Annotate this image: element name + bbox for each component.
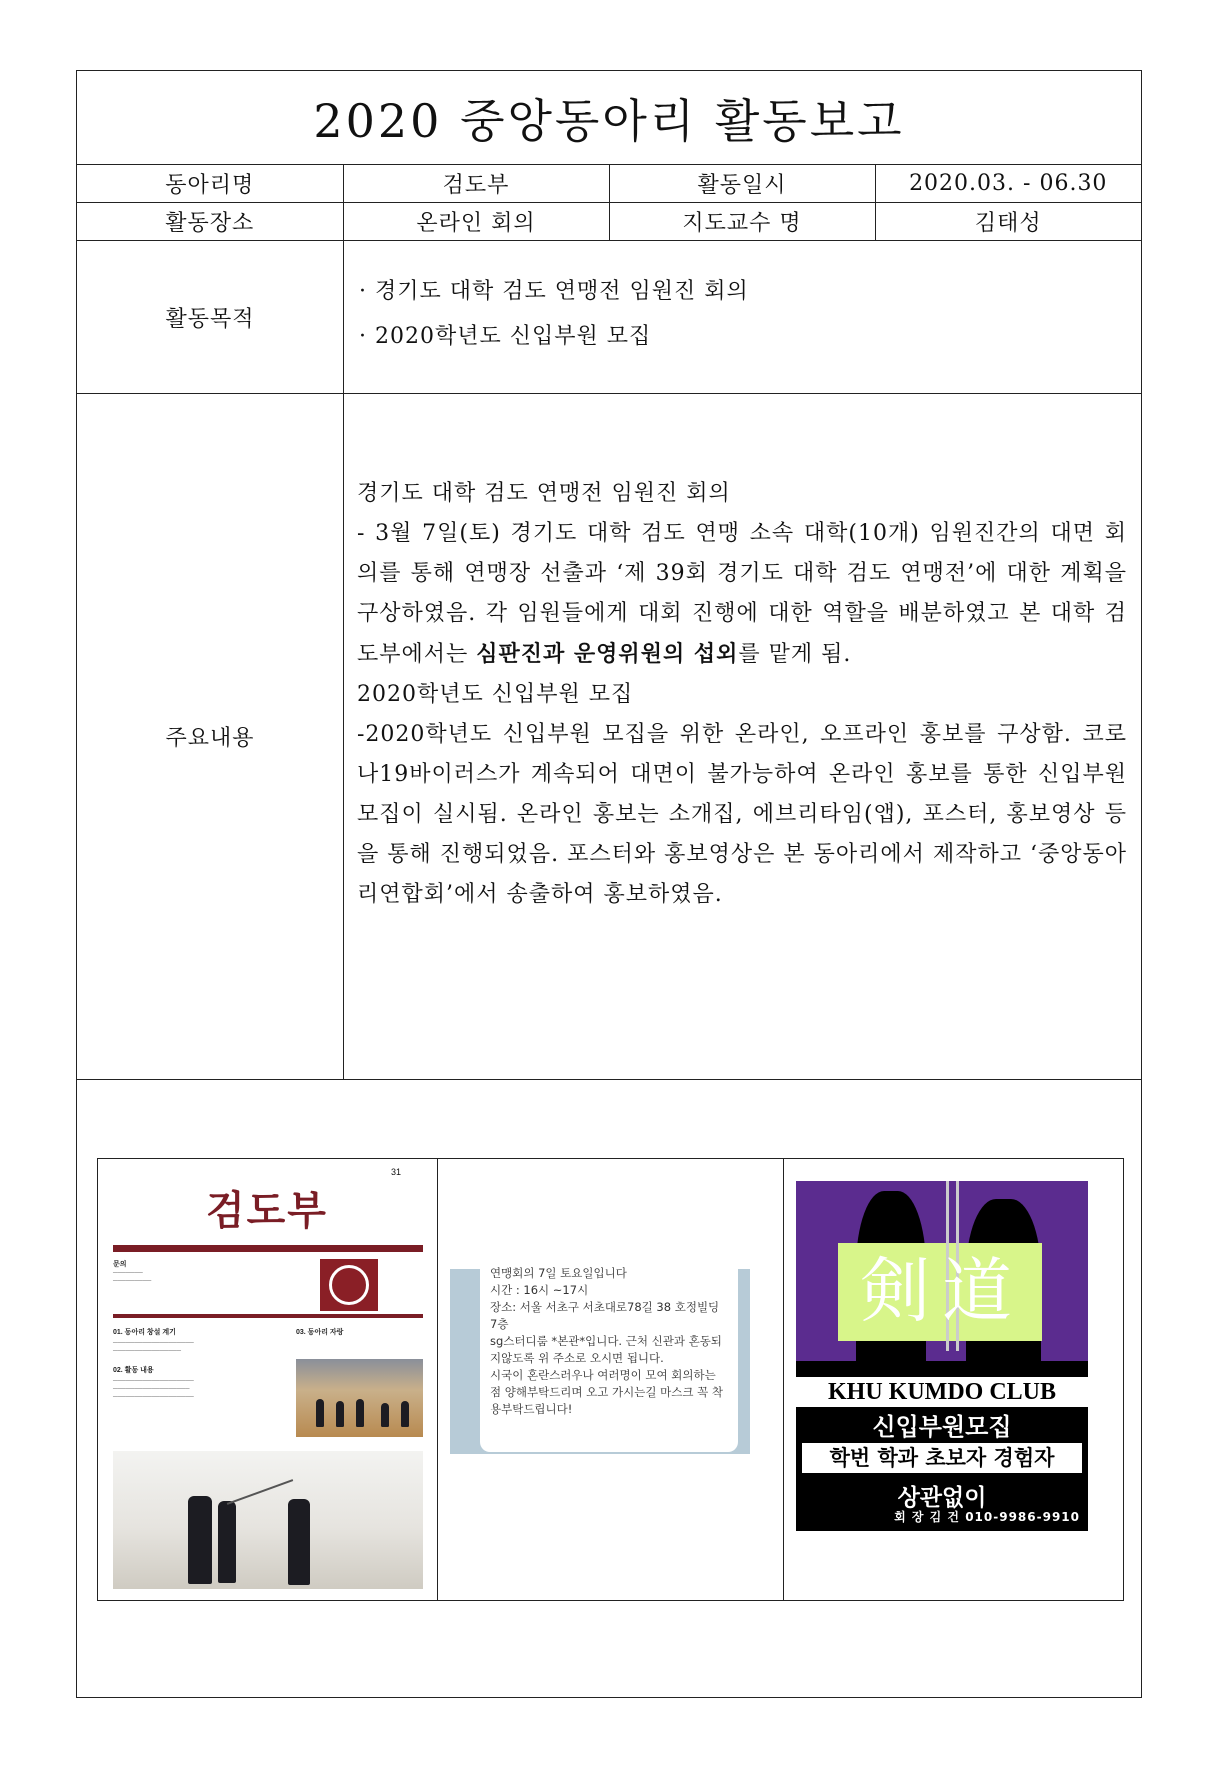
chat-line: 연맹회의 7일 토요일입니다 bbox=[490, 1266, 627, 1280]
poster-no-matter-text: 상관없이 bbox=[897, 1485, 987, 1511]
brochure-section-1: 01. 동아리 창설 계기 bbox=[113, 1329, 176, 1336]
poster-recruit-text: 신입부원모집 bbox=[872, 1413, 1012, 1441]
brochure-section-2-text: ─────────────────── ────────────────── ─────────────────── bbox=[113, 1378, 194, 1400]
club-name-value: 검도부 bbox=[343, 165, 609, 203]
report-title: 2020 중앙동아리 활동보고 bbox=[77, 71, 1141, 165]
chat-line: sg스터디룸 *본관*입니다. 근처 신관과 혼동되 bbox=[490, 1334, 722, 1348]
content-paragraph-2: -2020학년도 신입부원 모집을 위한 온라인, 오프라인 홍보를 구상함. 코로나19바이러스가 계속되어 대면이 불가능하여 온라인 홍보를 통한 신입부원 모집이 실시됨. 온라인 홍보는 소개집, 에브리타임(앱), 포스터, 홍보영상 등을 통해 진행되었음. 포스터와 홍보영상은 본 동아리에서 제작하고 ‘중앙동아리연합회’에서 송출하여 홍보하였음. bbox=[357, 722, 1127, 907]
brochure-section-1-text: ─────────────────── ──────────────── bbox=[113, 1340, 194, 1354]
purpose-label: 활동목적 bbox=[77, 241, 344, 393]
chat-line: 시간 : 16시 ~17시 bbox=[490, 1283, 589, 1297]
activity-place-value: 온라인 회의 bbox=[343, 203, 609, 241]
paragraph-1-text: - 3월 7일(토) 경기도 대학 검도 연맹 소속 대학(10개) 임원진간의 대면 회의를 통해 연맹장 선출과 ‘제 39회 경기도 대학 검도 연맹전’에 대한 계획을 구상하였음. 각 임원들에게 대회 진행에 대한 역할을 배분하였고 본 대학 검도부에서는 bbox=[357, 521, 1127, 667]
activity-place-label: 활동장소 bbox=[77, 203, 343, 241]
brochure-title: 검도부 bbox=[206, 1189, 328, 1233]
chat-message-bubble bbox=[480, 1257, 738, 1452]
gym-photo bbox=[296, 1359, 423, 1437]
brochure-page-number: 31 bbox=[390, 1167, 401, 1177]
purpose-list bbox=[359, 269, 749, 359]
chat-line: 용부탁드립니다! bbox=[490, 1402, 573, 1416]
poster-contact: 회 장 김 건 010-9986-9910 bbox=[894, 1510, 1080, 1524]
chat-line: 지않도록 위 주소로 오시면 됩니다. bbox=[490, 1351, 664, 1365]
content-text bbox=[357, 474, 1127, 915]
paragraph-1-end: 를 맡게 됨. bbox=[738, 642, 852, 667]
chat-line: 점 양해부탁드리며 오고 가시는길 마스크 꼭 착 bbox=[490, 1385, 724, 1399]
brochure-contact-lines: ─────── ───────── bbox=[113, 1270, 152, 1284]
advisor-label: 지도교수 명 bbox=[609, 203, 875, 241]
chat-line: 7층 bbox=[490, 1317, 509, 1331]
content-heading-1: 경기도 대학 검도 연맹전 임원진 회의 bbox=[357, 481, 731, 506]
content-body bbox=[343, 394, 1141, 1079]
recruit-poster bbox=[784, 1159, 1123, 1600]
brochure-page bbox=[98, 1159, 437, 1600]
kendo-practice-photo bbox=[113, 1451, 423, 1589]
content-heading-2: 2020학년도 신입부원 모집 bbox=[357, 682, 634, 707]
brochure-section-3: 03. 동아리 자랑 bbox=[296, 1329, 344, 1336]
chat-line: 시국이 혼란스러우나 여러명이 모여 회의하는 bbox=[490, 1368, 716, 1382]
poster-target-text: 학번 학과 초보자 경험자 bbox=[802, 1443, 1082, 1473]
chat-screenshot bbox=[438, 1159, 784, 1600]
activity-date-value: 2020.03. - 06.30 bbox=[875, 165, 1141, 203]
paragraph-1-bold: 심판진과 운영위원의 섭외 bbox=[476, 641, 739, 667]
content-label: 주요내용 bbox=[77, 394, 344, 1079]
poster-club-name: KHU KUMDO CLUB bbox=[796, 1377, 1088, 1407]
content-row bbox=[77, 394, 1141, 1080]
brochure-divider-2 bbox=[113, 1314, 423, 1318]
club-name-label: 동아리명 bbox=[77, 165, 343, 203]
purpose-row bbox=[77, 241, 1141, 394]
poster-artwork bbox=[796, 1181, 1088, 1531]
brochure-image bbox=[98, 1159, 438, 1600]
brochure-contact-head: 문의 bbox=[113, 1261, 127, 1268]
purpose-item: · 2020학년도 신입부원 모집 bbox=[359, 324, 652, 349]
club-emblem-icon bbox=[320, 1259, 378, 1311]
purpose-body bbox=[343, 241, 1141, 393]
content-paragraph-1 bbox=[357, 514, 1127, 675]
activity-date-label: 활동일시 bbox=[609, 165, 875, 203]
report-sheet bbox=[76, 70, 1142, 1698]
poster-kanji: 剣道 bbox=[860, 1250, 1024, 1332]
advisor-value: 김태성 bbox=[875, 203, 1141, 241]
purpose-item: · 경기도 대학 검도 연맹전 임원진 회의 bbox=[359, 279, 749, 304]
chat-line: 장소: 서울 서초구 서초대로78길 38 호정빌딩 bbox=[490, 1300, 720, 1314]
info-table bbox=[77, 165, 1141, 241]
brochure-divider bbox=[113, 1245, 423, 1252]
photo-gallery bbox=[97, 1158, 1124, 1601]
brochure-section-2: 02. 활동 내용 bbox=[113, 1367, 154, 1374]
